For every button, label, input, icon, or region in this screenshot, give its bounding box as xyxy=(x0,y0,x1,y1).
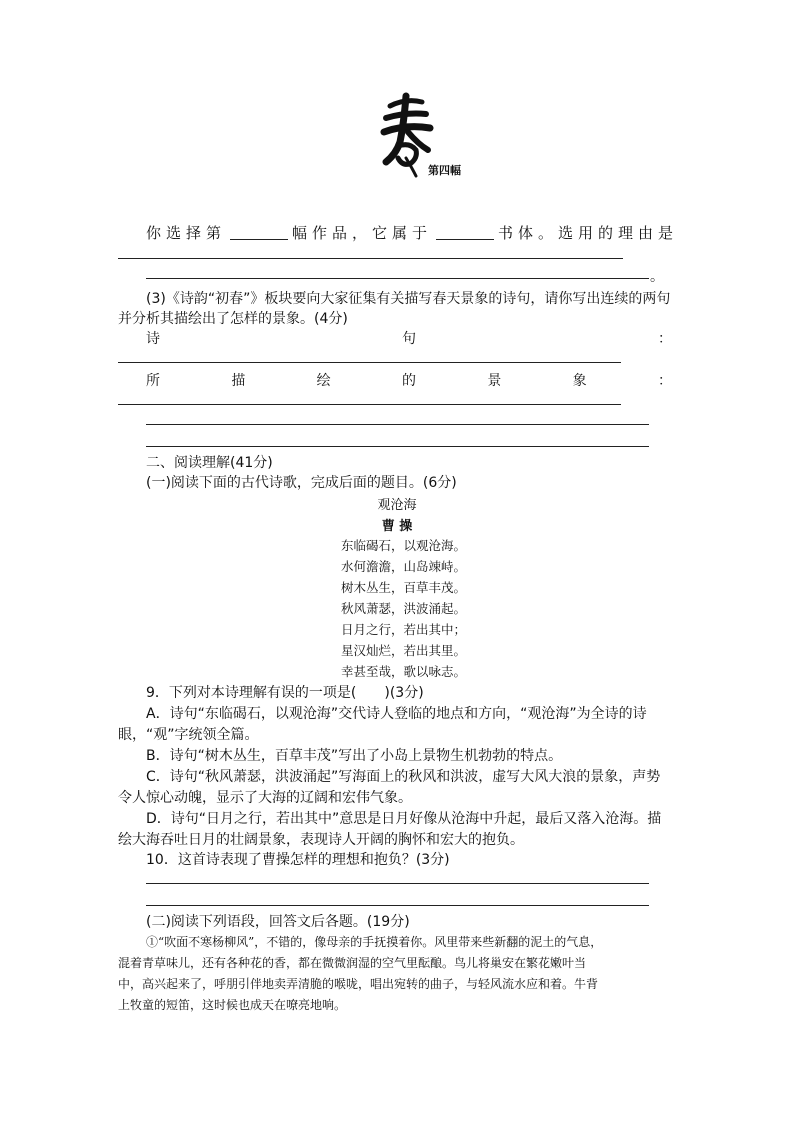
calligraphy-caption: 第四幅 xyxy=(428,164,461,177)
poem-line: 东临碣石，以观沧海。 xyxy=(341,538,467,553)
select-text-b: 幅作品，它属于 xyxy=(292,224,433,242)
section2-heading: 二、阅读理解(41分) xyxy=(146,455,273,471)
label-char: 象 xyxy=(572,373,587,389)
answer-line[interactable] xyxy=(146,905,649,906)
q9-option-b: B．诗句“树木丛生，百草丰茂”写出了小岛上景物生机勃勃的特点。 xyxy=(146,748,563,764)
poem-line: 幸甚至哉，歌以咏志。 xyxy=(341,664,467,679)
answer-line[interactable] xyxy=(146,278,649,279)
passage-line: 上牧童的短笛，这时候也成天在嘹亮地响。 xyxy=(118,998,347,1012)
answer-line[interactable] xyxy=(146,883,649,884)
q10-stem: 10．这首诗表现了曹操怎样的理想和抱负？(3分) xyxy=(146,852,450,868)
select-text-a: 你选择第 xyxy=(146,224,227,242)
poem-label-row xyxy=(146,328,672,348)
poem-line: 树木丛生，百草丰茂。 xyxy=(341,580,467,595)
label-char: 诗 xyxy=(146,331,160,347)
select-question xyxy=(146,222,678,243)
q9-option-a: A．诗句“东临碣石，以观沧海”交代诗人登临的地点和方向，“观沧海”为全诗的诗 xyxy=(146,706,647,722)
q9-stem: 9．下列对本诗理解有误的一项是( )(3分) xyxy=(146,685,424,701)
scene-label-row xyxy=(146,370,672,390)
q9-option-d-cont: 绘大海吞吐日月的壮阔景象，表现诗人开阔的胸怀和宏大的抱负。 xyxy=(118,832,524,848)
poem-line: 秋风萧瑟，洪波涌起。 xyxy=(341,601,467,616)
poem-line: 水何澹澹，山岛竦峙。 xyxy=(341,559,467,574)
calligraphy-chun-image xyxy=(376,92,436,178)
label-char: 绘 xyxy=(316,373,331,389)
label-char: 句 xyxy=(402,331,416,347)
part1-instruction: (一)阅读下面的古代诗歌，完成后面的题目。(6分) xyxy=(146,475,457,491)
poem-line: 星汉灿烂，若出其里。 xyxy=(341,643,467,658)
answer-blank-style[interactable] xyxy=(436,225,494,240)
poem-title: 观沧海 xyxy=(377,498,417,513)
answer-line[interactable] xyxy=(118,362,621,363)
poem-author: 曹 操 xyxy=(381,519,413,534)
part2-instruction: (二)阅读下列语段，回答文后各题。(19分) xyxy=(146,914,410,930)
passage-line: ①“吹面不寒杨柳风”，不错的，像母亲的手抚摸着你。风里带来些新翻的泥土的气息， xyxy=(146,935,603,949)
q3-prompt-line2: 并分析其描绘出了怎样的景象。(4分) xyxy=(118,311,348,327)
answer-line[interactable] xyxy=(118,404,621,405)
passage-line: 中，高兴起来了，呼朋引伴地卖弄清脆的喉咙，唱出宛转的曲子，与轻风流水应和着。牛背 xyxy=(118,977,599,991)
select-text-c: 书体。选用的理由是 xyxy=(498,224,679,242)
label-char: 景 xyxy=(487,373,502,389)
answer-line[interactable] xyxy=(146,424,649,425)
answer-line[interactable] xyxy=(146,446,649,447)
q9-option-c-cont: 令人惊心动魄，显示了大海的辽阔和宏伟气象。 xyxy=(118,790,412,806)
label-char: ： xyxy=(657,373,672,389)
label-char: 描 xyxy=(231,373,246,389)
q9-option-c: C．诗句“秋风萧瑟，洪波涌起”写海面上的秋风和洪波，虚写大风大浪的景象，声势 xyxy=(146,769,661,785)
answer-line[interactable] xyxy=(118,258,623,259)
label-char: 所 xyxy=(146,373,160,389)
passage-line: 混着青草味儿，还有各种花的香，都在微微润湿的空气里酝酿。鸟儿将巢安在繁花嫩叶当 xyxy=(118,956,587,970)
q9-option-a-cont: 眼，“观”字统领全篇。 xyxy=(118,727,259,743)
q9-option-d: D．诗句“日月之行，若出其中”意思是日月好像从沧海中升起，最后又落入沧海。描 xyxy=(146,811,662,827)
q3-prompt-line1: (3)《诗韵“初春”》板块要向大家征集有关描写春天景象的诗句，请你写出连续的两句 xyxy=(146,291,671,307)
label-char: ： xyxy=(658,331,672,347)
poem-line: 日月之行，若出其中； xyxy=(341,622,467,637)
answer-blank-number[interactable] xyxy=(230,225,288,240)
end-mark: 。 xyxy=(650,269,664,285)
label-char: 的 xyxy=(401,373,416,389)
